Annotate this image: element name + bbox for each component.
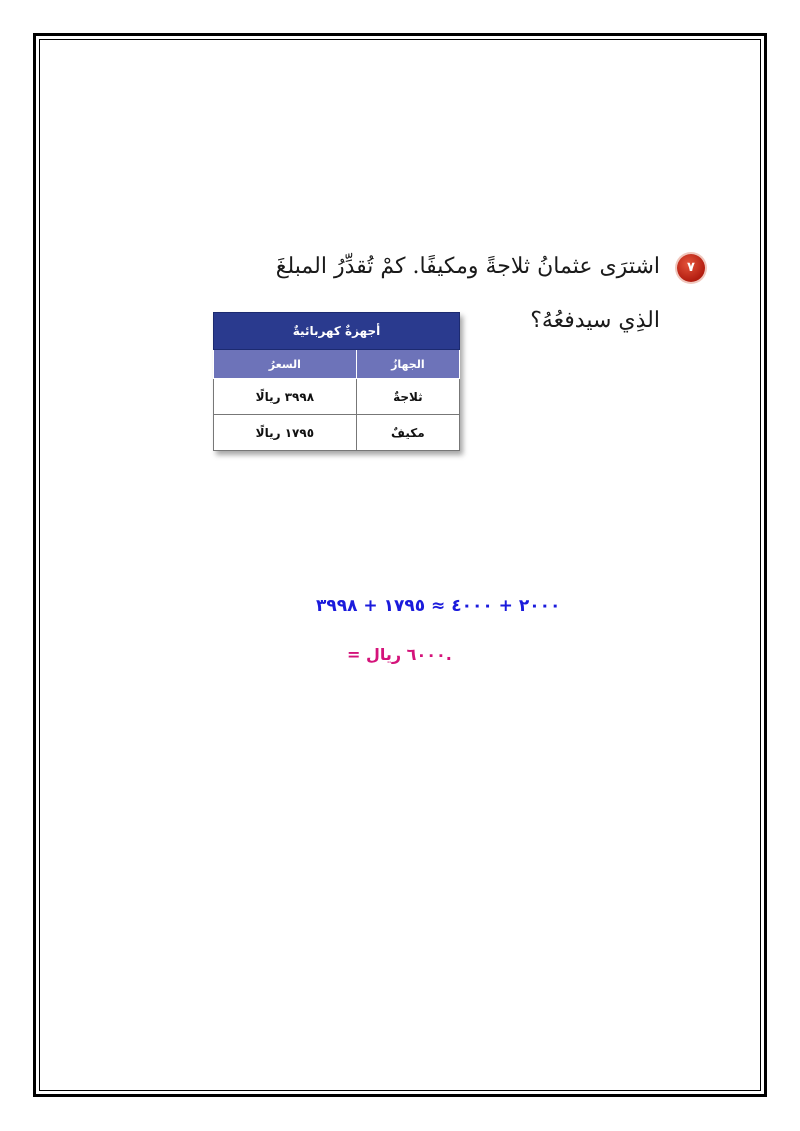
table-row bbox=[214, 379, 460, 415]
table-cell-appliance: مكيفٌ bbox=[356, 415, 459, 451]
page-border bbox=[33, 33, 767, 1097]
table-cell-price: ١٧٩٥ ريالًا bbox=[214, 415, 357, 451]
table-row bbox=[214, 415, 460, 451]
table-header-price: السعرُ bbox=[214, 350, 357, 379]
question-text-line-1: اشترَى عثمانُ ثلاجةً ومكيفًا. كمْ تُقدِّرُ المبلغَ bbox=[275, 254, 660, 279]
question-text-line-2: الذِي سيدفعُهُ؟ bbox=[530, 308, 660, 333]
appliances-table bbox=[213, 312, 460, 451]
table-caption: أجهزةٌ كهربائيةٌ bbox=[214, 313, 460, 350]
table-cell-price: ٣٩٩٨ ريالًا bbox=[214, 379, 357, 415]
page-border-inner bbox=[39, 39, 761, 1091]
solution-result-line: = ٦٠٠٠ ريال. bbox=[347, 645, 452, 664]
question-number-badge: ٧ bbox=[677, 254, 705, 282]
solution-estimate-line: ٢٠٠٠ + ٤٠٠٠ ≈ ١٧٩٥ + ٣٩٩٨ bbox=[316, 596, 561, 616]
table-header-appliance: الجهازُ bbox=[356, 350, 459, 379]
table-cell-appliance: ثلاجةٌ bbox=[356, 379, 459, 415]
